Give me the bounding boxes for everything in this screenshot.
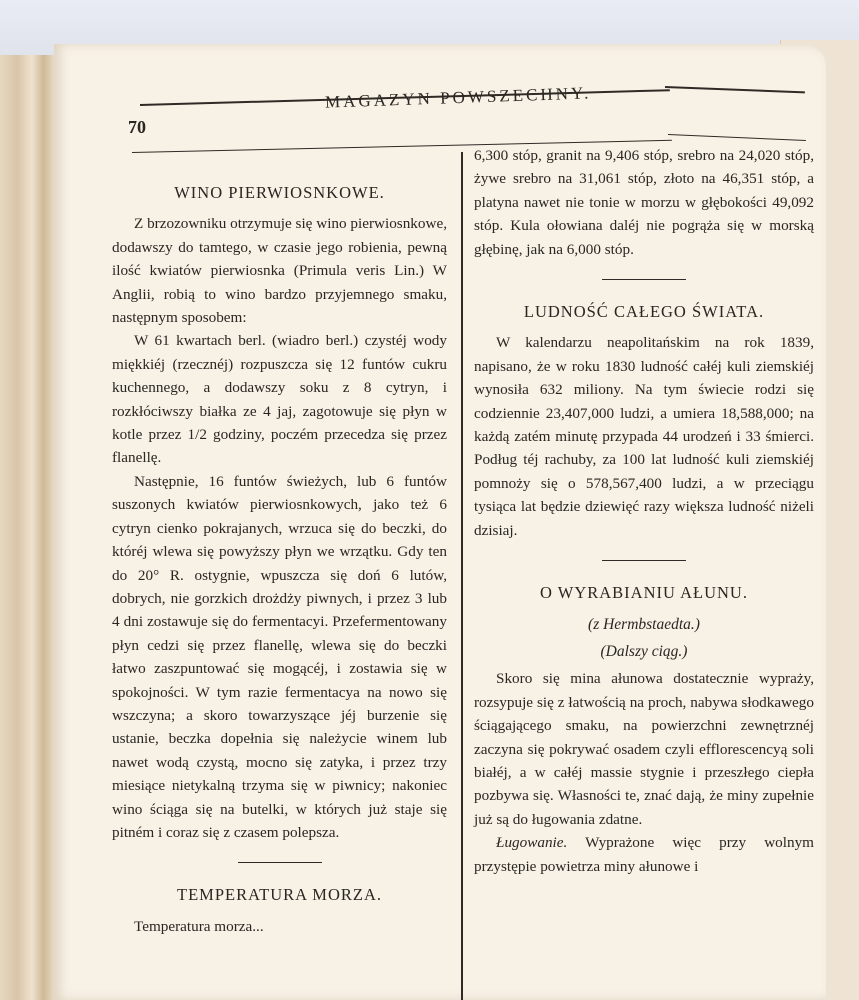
article-title-ludnosc: LUDNOŚĆ CAŁEGO ŚWIATA. xyxy=(523,302,765,322)
article-paragraph: Temperatura morza... xyxy=(134,917,264,935)
article-paragraph: Z brzozowniku otrzymuje się wino pierwiosnkowe, dodawszy do tamtego, w czasie jego robienia, pewną ilość kwiatów pierwiosnka (Primula veris Lin.) W Anglii, robią to wino bardzo przyjemnego smaku, następnym sposobem: xyxy=(112,215,447,327)
article-source: (z Hermbstaedta.) xyxy=(588,615,700,633)
right-column xyxy=(474,144,814,878)
continued-paragraph: 6,300 stóp, granit na 9,406 stóp, srebro na 24,020 stóp, żywe srebro na 31,061 stóp, złoto na 46,351 stóp, a platyna nawet nie tonie w morzu w głębokości 49,092 stóp. Kula ołowiana daléj nie pogrąża się w morską głębinę, jak na 6,000 stóp. xyxy=(474,147,814,258)
section-separator xyxy=(602,560,686,561)
paragraph-lead-label: Ługowanie. xyxy=(496,834,568,852)
section-separator xyxy=(602,279,686,280)
article-title-alun: O WYRABIANIU AŁUNU. xyxy=(540,583,748,603)
page-number: 70 xyxy=(128,117,146,137)
article-paragraph: W 61 kwartach berl. (wiadro berl.) czystéj wody miękkiéj (rzecznéj) rozpuszcza się 12 funtów cukru kuchennego, a dodawszy soku z 8 cytryn, i rozkłóciwszy białka ze 4 jaj, zagotowuje się płyn w kotle przez 1/2 godziny, poczém przecedza się przez flanellę. xyxy=(112,332,447,467)
column-divider xyxy=(461,152,463,1000)
book-spine xyxy=(0,55,58,1000)
article-paragraph: Następnie, 16 funtów świeżych, lub 6 funtów suszonych kwiatów pierwiosnkowych, jako też 6 cytryn cienko pokrajanych, wrzuca się do beczki, do któréj wlewa się powyższy płyn we wrzątku. Gdy ten do 20° R. ostygnie, wpuszcza się doń 6 lutów, dobrych, nie gorzkich drożdży piwnych, i przez 3 lub 4 dni zostawuje się do fermentacyi. Przefermentowany płyn cedzi się przez flanellę, wlewa się do beczki łatwo zaszpuntować się mogącéj, i zostawia się w spokojności. W tym razie fermentacya na nowo się wszczyna; a skoro towarzyszące jéj burzenie się ustanie, beczka dopełnia się należycie winem lub nawet wodą czystą, mocno się zatyka, i przez trzy miesiące nietykalną trzyma się w piwnicy; nakoniec wino ściąga się na butelki, w których już staje się pitném i coraz się z czasem polepsza. xyxy=(112,472,447,841)
paragraph-text: Wyprażone więc przy wolnym przystępie powietrza miny ałunowe i xyxy=(474,834,814,875)
article-title-temperatura: TEMPERATURA MORZA. xyxy=(176,885,383,905)
article-paragraph xyxy=(474,831,814,878)
left-column xyxy=(112,175,447,938)
article-title-wino: WINO PIERWIOSNKOWE. xyxy=(174,183,385,202)
article-continuation-note: (Dalszy ciąg.) xyxy=(600,642,688,660)
section-separator xyxy=(238,862,322,863)
article-paragraph: W kalendarzu neapolitańskim na rok 1839, napisano, że w roku 1830 ludność całéj kuli ziemskiéj wynosiła 632 miliony. Na tym świecie rodzi się codziennie 23,407,000 ludzi, a umiera 18,588,000; na każdą zatém minutę przypada 44 urodzeń i 33 śmierci. Podług téj rachuby, za 100 lat ludność kuli ziemskiéj pomnoży się o 578,567,400 ludzi, a w przeciągu tysiąca lat będzie dziewięć razy większa ludność niżeli dzisiaj. xyxy=(474,334,814,539)
running-head: MAGAZYN POWSZECHNY. xyxy=(324,83,592,112)
article-paragraph: Skoro się mina ałunowa dostatecznie wypraży, rozsypuje się z łatwością na proch, nabywa słodkawego ściągającego smaku, na powierzchni zewnętrznéj zaczyna się pokrywać osadem czyli efflorescencyą soli białéj, a w całéj massie stygnie i przeszłego ciepła pozbywa się. Własności te, znać dają, że miny zupełnie już są do ługowania zdatne. xyxy=(474,670,814,828)
